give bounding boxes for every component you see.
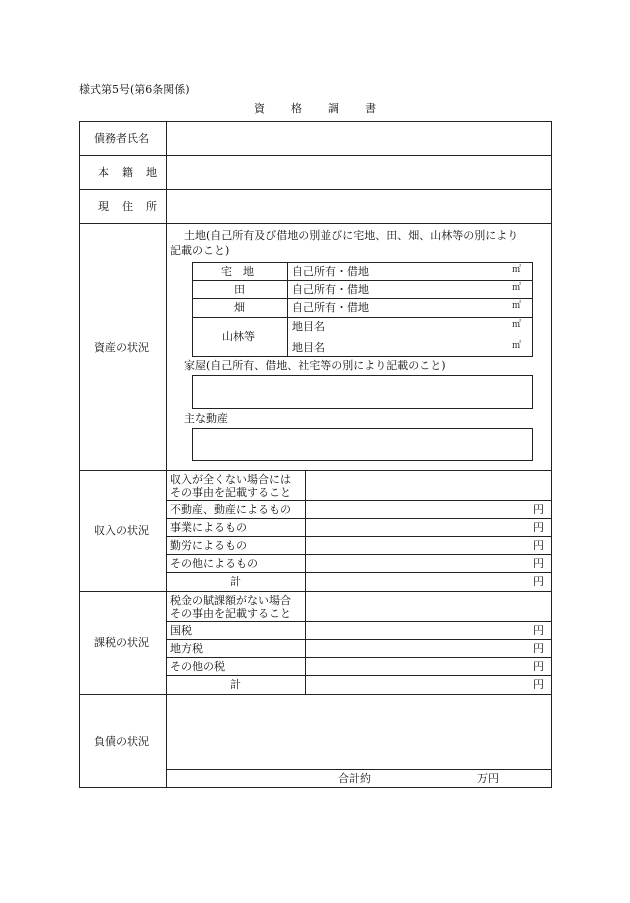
- yen-unit: 円: [533, 575, 544, 588]
- income-total-label: 計: [230, 575, 241, 588]
- land-area-unit: ㎡: [512, 341, 522, 351]
- no-tax-reason-field[interactable]: [306, 592, 551, 621]
- income-row-divider: [166, 500, 552, 501]
- no-income-note-line1: 収入が全くない場合には: [170, 473, 291, 486]
- income-row-divider: [166, 572, 552, 573]
- form-number: 様式第5号(第6条関係): [79, 83, 190, 96]
- document-title: [0, 100, 630, 116]
- tax-item-national: 国税: [170, 624, 192, 637]
- table-border-bottom: [79, 787, 552, 788]
- land-table-row-divider: [192, 317, 533, 318]
- income-item-property: 不動産、動産によるもの: [170, 503, 291, 516]
- title-char: 調: [328, 102, 339, 115]
- land-type-paddy: 田: [234, 283, 245, 296]
- yen-unit: 円: [533, 503, 544, 516]
- title-char: 書: [365, 102, 376, 115]
- house-input-box[interactable]: [192, 375, 533, 409]
- debt-total-unit: 万円: [477, 772, 499, 785]
- forest-land-category-1[interactable]: 地目名: [292, 320, 325, 333]
- tax-total-label: 計: [230, 678, 241, 691]
- land-note-line1: 土地(自己所有及び借地の別並びに宅地、田、畑、山林等の別により: [184, 229, 519, 242]
- tax-row-divider: [166, 621, 552, 622]
- land-type-residential: 宅 地: [221, 265, 254, 278]
- domicile-field[interactable]: [167, 156, 551, 189]
- forest-land-category-2[interactable]: 地目名: [292, 341, 325, 354]
- movables-note: 主な動産: [184, 412, 228, 425]
- land-table-row-divider: [192, 280, 533, 281]
- title-char: 格: [291, 102, 302, 115]
- debtor-name-label: 債務者氏名: [94, 132, 149, 145]
- land-table-column-divider: [287, 262, 288, 357]
- debtor-name-field[interactable]: [167, 122, 551, 155]
- house-note: 家屋(自己所有、借地、社宅等の別により記載のこと): [184, 359, 446, 372]
- no-tax-note-line2: その事由を記載すること: [170, 607, 291, 620]
- land-table-row-divider: [192, 298, 533, 299]
- movables-input-box[interactable]: [192, 428, 533, 461]
- land-area-unit: ㎡: [512, 283, 522, 293]
- land-type-field: 畑: [234, 301, 245, 314]
- address-field[interactable]: [167, 190, 551, 223]
- land-note-line2: 記載のこと): [170, 244, 230, 257]
- table-border-left: [79, 121, 80, 788]
- income-item-business: 事業によるもの: [170, 521, 247, 534]
- yen-unit: 円: [533, 642, 544, 655]
- debt-label: 負債の状況: [94, 735, 149, 748]
- row-separator: [79, 223, 552, 224]
- yen-unit: 円: [533, 660, 544, 673]
- address-label: 現 住 所: [98, 200, 157, 213]
- income-item-other: その他によるもの: [170, 557, 258, 570]
- tax-label: 課税の状況: [94, 636, 149, 649]
- yen-unit: 円: [533, 557, 544, 570]
- no-tax-note-line1: 税金の賦課額がない場合: [170, 594, 291, 607]
- land-ownership-choice[interactable]: 自己所有・借地: [292, 283, 369, 296]
- income-row-divider: [166, 554, 552, 555]
- title-char: 資: [254, 102, 265, 115]
- income-label: 収入の状況: [94, 524, 149, 537]
- land-area-unit: ㎡: [512, 320, 522, 330]
- tax-row-divider: [166, 675, 552, 676]
- land-area-unit: ㎡: [512, 265, 522, 275]
- land-ownership-choice[interactable]: 自己所有・借地: [292, 301, 369, 314]
- tax-row-divider: [166, 657, 552, 658]
- debt-details-field[interactable]: [167, 695, 551, 769]
- land-ownership-choice[interactable]: 自己所有・借地: [292, 265, 369, 278]
- no-income-reason-field[interactable]: [306, 471, 551, 500]
- land-area-unit: ㎡: [512, 301, 522, 311]
- income-row-divider: [166, 518, 552, 519]
- yen-unit: 円: [533, 521, 544, 534]
- assets-label: 資産の状況: [94, 341, 149, 354]
- yen-unit: 円: [533, 678, 544, 691]
- table-border-right: [551, 121, 552, 788]
- income-row-divider: [166, 536, 552, 537]
- tax-item-other: その他の税: [170, 660, 225, 673]
- domicile-label: 本 籍 地: [98, 166, 157, 179]
- tax-item-local: 地方税: [170, 642, 203, 655]
- land-type-forest: 山林等: [222, 330, 255, 343]
- income-item-labor: 勤労によるもの: [170, 539, 247, 552]
- no-income-note-line2: その事由を記載すること: [170, 486, 291, 499]
- debt-total-divider: [166, 769, 552, 770]
- tax-row-divider: [166, 639, 552, 640]
- yen-unit: 円: [533, 624, 544, 637]
- yen-unit: 円: [533, 539, 544, 552]
- debt-total-label: 合計約: [338, 772, 371, 785]
